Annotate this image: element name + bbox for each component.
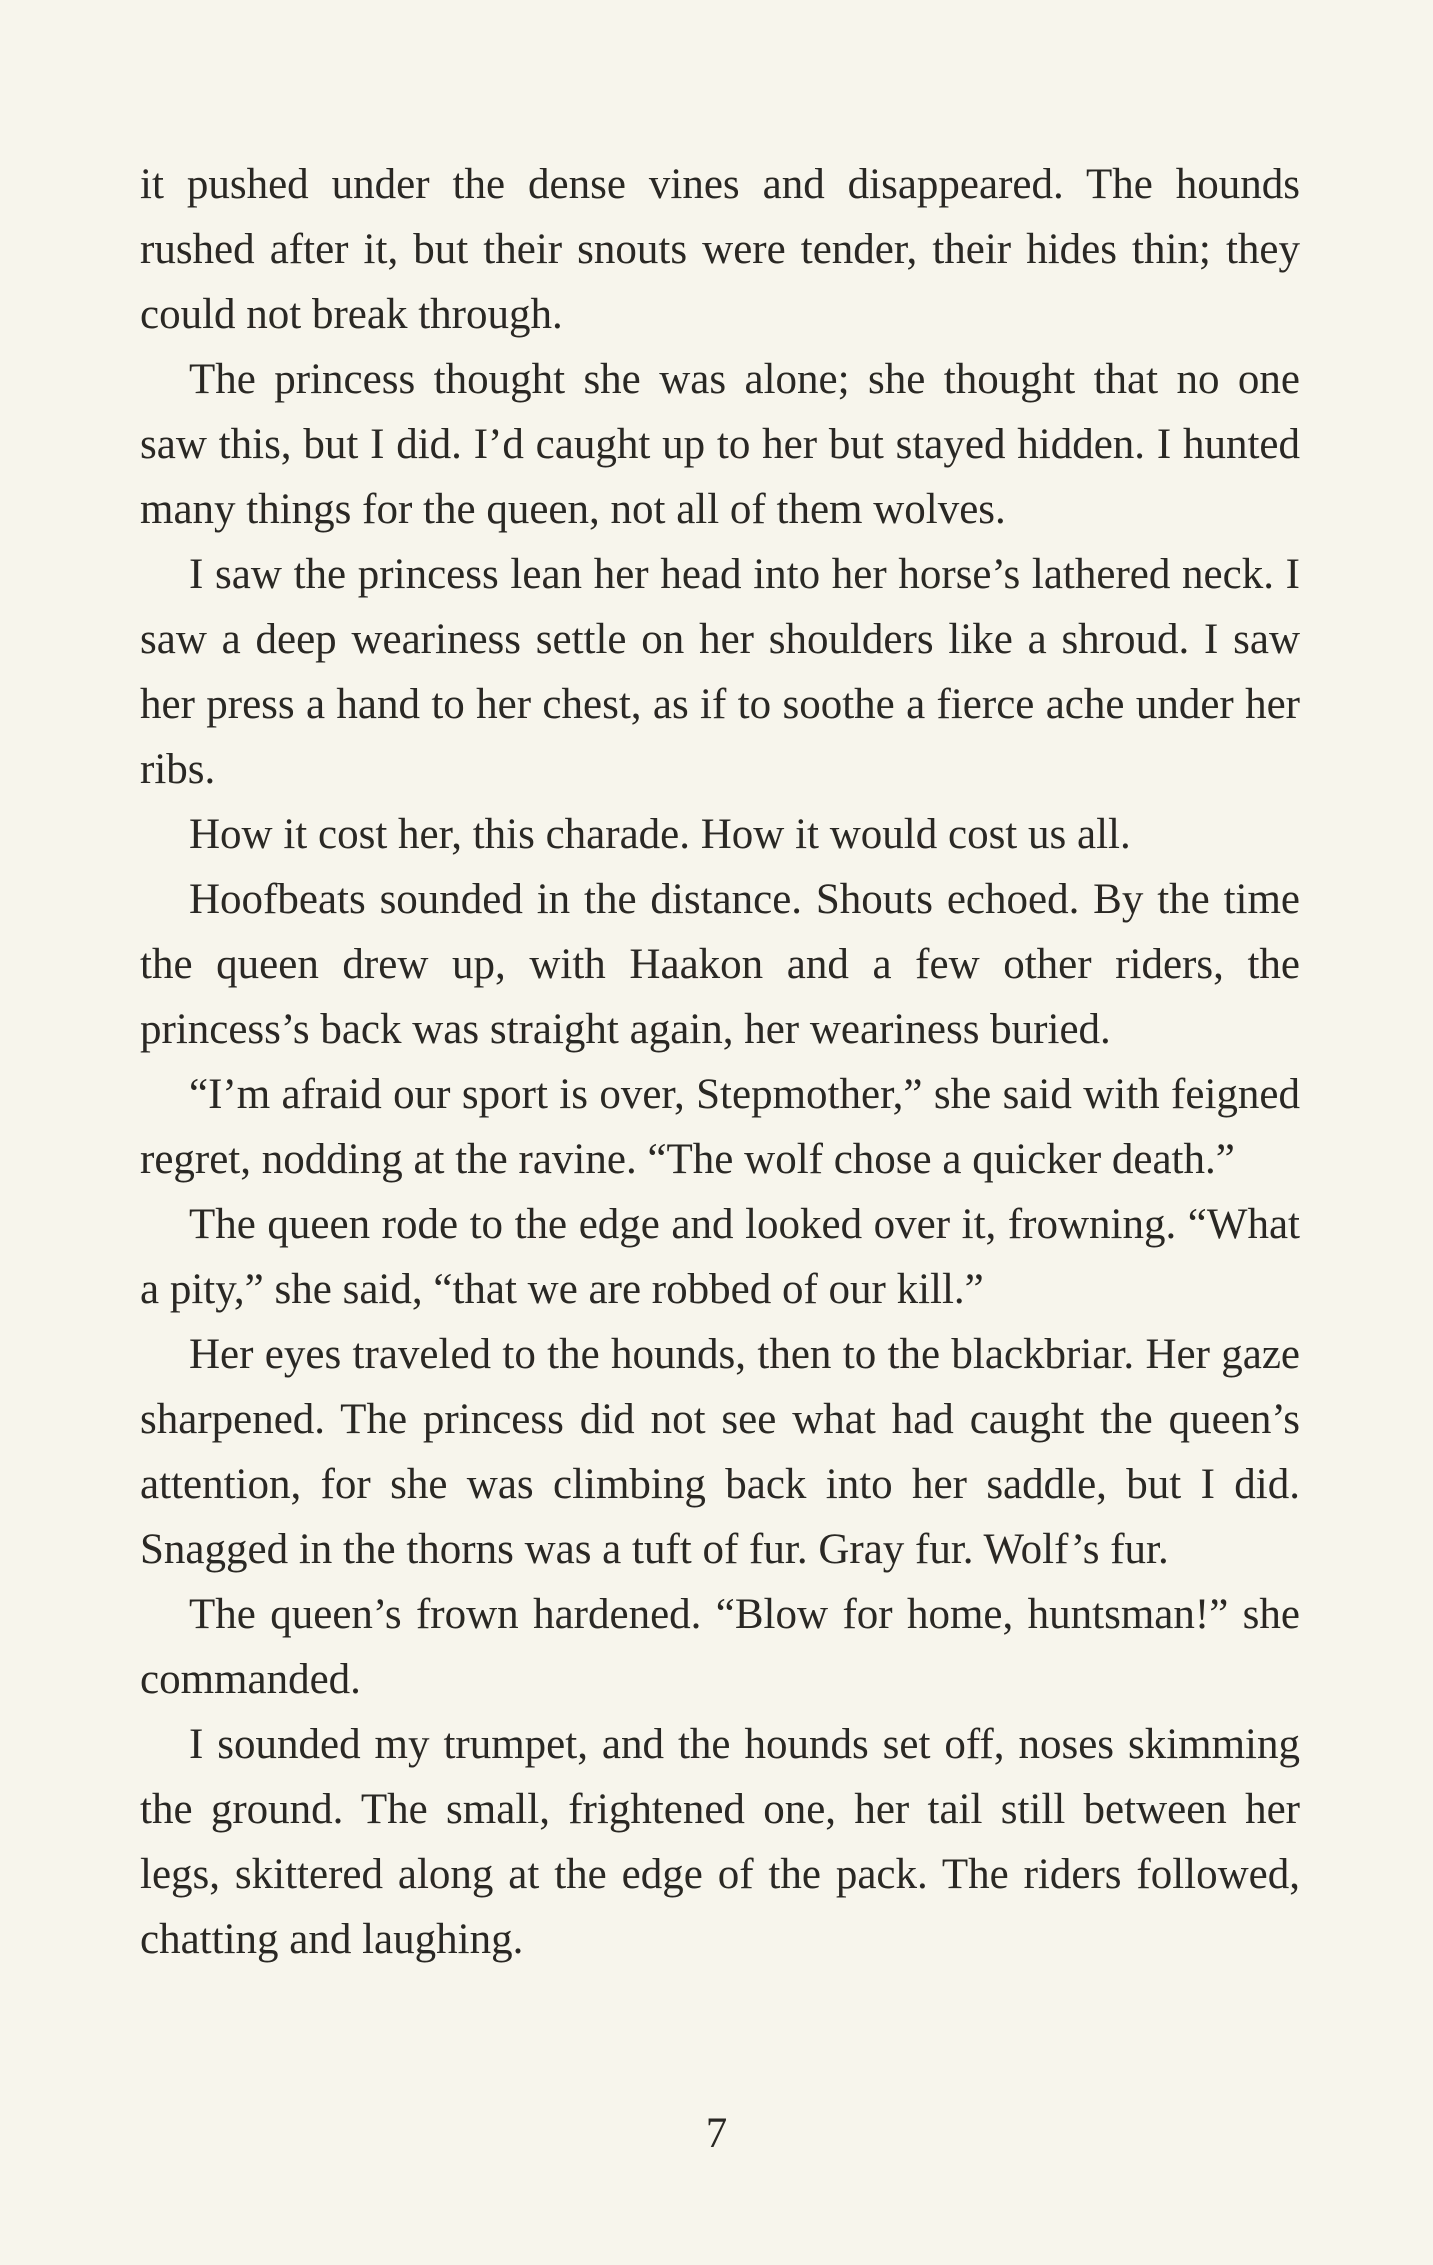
paragraph: it pushed under the dense vines and disappeared. The hounds rushed after it, but their snouts were tender, their hides thin; they could not break through. <box>140 161 1300 338</box>
paragraph: Her eyes traveled to the hounds, then to the blackbriar. Her gaze sharpened. The princess did not see what had caught the queen’s attention, for she was climbing back into her saddle, but I did. Snagged in the thorns was a tuft of fur. Gray fur. Wolf’s fur. <box>140 1331 1300 1573</box>
paragraph: The queen’s frown hardened. “Blow for home, huntsman!” she commanded. <box>140 1591 1300 1703</box>
page-number: 7 <box>705 2110 728 2157</box>
paragraph: “I’m afraid our sport is over, Stepmother,” she said with feigned regret, nodding at the ravine. “The wolf chose a quicker death.” <box>140 1071 1300 1183</box>
paragraph: I sounded my trumpet, and the hounds set off, noses skimming the ground. The small, frightened one, her tail still between her legs, skittered along at the edge of the pack. The riders followed, chatting and laughing. <box>140 1721 1300 1963</box>
paragraph: Hoofbeats sounded in the distance. Shouts echoed. By the time the queen drew up, with Haakon and a few other riders, the princess’s back was straight again, her weariness buried. <box>140 876 1300 1053</box>
paragraph: How it cost her, this charade. How it would cost us all. <box>189 811 1131 858</box>
paragraph: The queen rode to the edge and looked over it, frowning. “What a pity,” she said, “that we are robbed of our kill.” <box>140 1201 1300 1313</box>
paragraph: The princess thought she was alone; she thought that no one saw this, but I did. I’d caught up to her but stayed hidden. I hunted many things for the queen, not all of them wolves. <box>140 356 1300 533</box>
paragraph: I saw the princess lean her head into her horse’s lathered neck. I saw a deep weariness settle on her shoulders like a shroud. I saw her press a hand to her chest, as if to soothe a fierce ache under her ribs. <box>140 551 1300 793</box>
body-text <box>140 152 1300 1972</box>
